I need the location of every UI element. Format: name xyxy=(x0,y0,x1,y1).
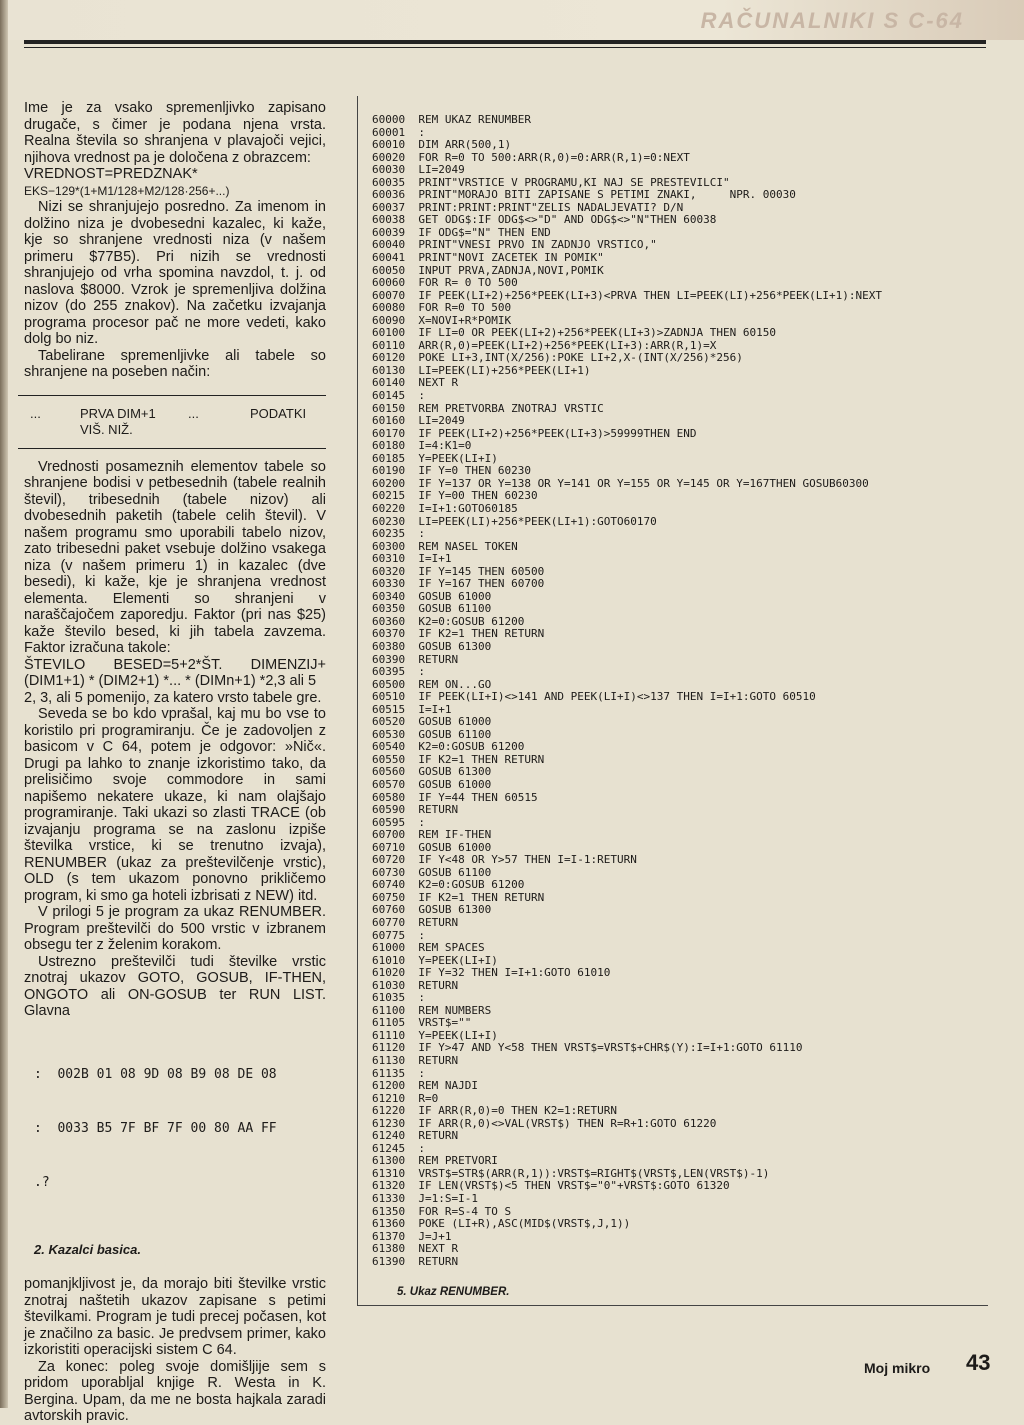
listing-line: 60230 LI=PEEK(LI)+256*PEEK(LI+1):GOTO60170 xyxy=(372,514,657,528)
listing-line: 61310 VRST$=STR$(ARR(R,1)):VRST$=RIGHT$(VRST$,LEN(VRST$)-1) xyxy=(372,1166,770,1180)
listing-line: 61200 REM NAJDI xyxy=(372,1079,478,1093)
listing-line: 60120 POKE LI+3,INT(X/256):POKE LI+2,X-(INT(X/256)*256) xyxy=(372,351,743,365)
hex-dump-line: : 002B 01 08 9D 08 B9 08 DE 08 xyxy=(34,1066,277,1082)
listing-line: 61010 Y=PEEK(LI+I) xyxy=(372,953,498,967)
listing-line: 61360 POKE (LI+R),ASC(MID$(VRST$,J,1)) xyxy=(372,1217,631,1231)
listing-line: 61100 REM NUMBERS xyxy=(372,1003,492,1017)
figure-2-caption: 2. Kazalci basica. xyxy=(34,1241,141,1257)
listing-line: 60185 Y=PEEK(LI+I) xyxy=(372,451,498,465)
table-subheader-bytes: VIŠ. NIŽ. xyxy=(80,421,133,437)
listing-line: 60310 I=I+1 xyxy=(372,552,452,566)
listing-line: 61330 J=1:S=I-1 xyxy=(372,1192,478,1206)
listing-line: 60235 : xyxy=(372,527,425,541)
header-title: RAČUNALNIKI S C-64 xyxy=(700,8,964,33)
listing-line: 61120 IF Y>47 AND Y<58 THEN VRST$=VRST$+CHR$(Y):I=I+1:GOTO 61110 xyxy=(372,1041,803,1055)
listing-line: 61300 REM PRETVORI xyxy=(372,1154,498,1168)
listing-line: 60300 REM NASEL TOKEN xyxy=(372,539,518,553)
listing-line: 60320 IF Y=145 THEN 60500 xyxy=(372,564,545,578)
listing-line: 60390 RETURN xyxy=(372,652,459,666)
hex-dump-line: : 0033 B5 7F BF 7F 00 80 AA FF xyxy=(34,1120,277,1136)
listing-line: 60515 I=I+1 xyxy=(372,702,452,716)
listing-line: 61230 IF ARR(R,0)<>VAL(VRST$) THEN R=R+1:GOTO 61220 xyxy=(372,1116,717,1130)
listing-line: 60770 RETURN xyxy=(372,916,459,929)
paragraph: Ime je za vsako spremenljivko zapisano drugače, s čimer je podana njena vrsta. Realna števila so shranjena v plavajoči vejici, njihova vrednost pa je določena z obrazcem: xyxy=(24,100,326,166)
paragraph: Ustrezno preštevilči tudi številke vrstic znotraj ukazov GOTO, GOSUB, IF-THEN, ONGOTO ali ON-GOSUB ter RUN LIST. Glavna xyxy=(24,953,326,1019)
listing-line: 60001 : xyxy=(372,125,425,139)
listing-line: 61220 IF ARR(R,0)=0 THEN K2=1:RETURN xyxy=(372,1104,618,1118)
formula-line: VREDNOST=PREDZNAK* xyxy=(24,166,198,182)
paragraph: Nizi se shranjujejo posredno. Za imenom in dolžino niza je dvobesedni kazalec, ki kaže, kje so shranjene vrednosti niza (v našem primeru $77B5). Pri nizih se vrednosti shranjujejo od vrha spomina navzdol, t. j. od naslova $8000. Vzrok je spremenljiva dolžina nizov (do 255 znakov). Na začetku izvajanja programa procesor pač ne more vedeti, kako dolg bo niz. xyxy=(24,199,326,347)
listing-line: 60130 LI=PEEK(LI)+256*PEEK(LI+1) xyxy=(372,363,591,377)
listing-line: 60730 GOSUB 61100 xyxy=(372,865,492,879)
paragraph: Seveda se bo kdo vprašal, kaj mu bo vse to koristilo pri programiranju. Če je zadovoljen z basicom v C 64, potem je odgovor: »Nič«. Drugi pa lahko to znanje izkoristimo tako, da prelisičimo svoje commodore in sami napišemo nekatere ukaze, ki nam olajšajo programiranje. Taki ukazi so zlasti TRACE (ob izvajanju programa se na zaslonu izpiše številka vrstice, ki se trenutno izvaja), RENUMBER (ukaz za preštevilčenje vrstic), OLD (s tem ukazom ponovno prikličemo program, ki smo ga hoteli izbrisati z NEW) itd. xyxy=(24,706,326,904)
table-header-data: PODATKI xyxy=(250,405,307,421)
listing-line: 61370 J=J+1 xyxy=(372,1229,452,1243)
array-layout-table xyxy=(18,395,326,449)
listing-line: 60145 : xyxy=(372,389,425,403)
listing-line: 60395 : xyxy=(372,665,425,679)
table-dots: ... xyxy=(30,405,41,421)
paragraph: Vrednosti posameznih elementov tabele so shranjene bodisi v petbesednih (tabele realnih števil), tribesednih (tabele nizov) ali dvobesednih paketih (tabele celih števil). V našem programu smo uporabili tabelo nizov, zato tribesedni paket vsebuje dolžino vsakega niza (v našem primeru 1) in kazalec (dve besedi), ki kaže, kje je shranjena vrednost elementa. Elementi so shranjeni v naraščajočem zaporedju. Faktor (pri nas $25) kaže število besed, ki jih tabela zavzema. Faktor izračuna takole: xyxy=(24,458,326,656)
paragraph: 2, 3, ali 5 pomenijo, za katero vrsto tabele gre. xyxy=(24,689,322,706)
magazine-name: Moj mikro xyxy=(864,1360,931,1376)
listing-line: 61105 VRST$="" xyxy=(372,1016,472,1030)
listing-line: 60038 GET ODG$:IF ODG$<>"D" AND ODG$<>"N"THEN 60038 xyxy=(372,213,717,227)
article-left-column xyxy=(24,100,326,1425)
listing-line: 60030 LI=2049 xyxy=(372,163,465,177)
listing-line: 60350 GOSUB 61100 xyxy=(372,602,492,616)
listing-line: 60080 FOR R=0 TO 500 xyxy=(372,301,512,315)
listing-line: 61380 NEXT R xyxy=(372,1242,459,1256)
listing-line: 60370 IF K2=1 THEN RETURN xyxy=(372,627,545,641)
listing-line: 60760 GOSUB 61300 xyxy=(372,903,492,917)
listing-line: 60070 IF PEEK(LI+2)+256*PEEK(LI+3)<PRVA THEN LI=PEEK(LI)+256*PEEK(LI+1):NEXT xyxy=(372,288,882,302)
listing-line: 60220 I=I+1:GOTO60185 xyxy=(372,501,518,515)
listing-line: 60775 : xyxy=(372,928,425,942)
listing-line: 60190 IF Y=0 THEN 60230 xyxy=(372,464,531,478)
paragraph: pomanjkljivost je, da morajo biti številke vrstic znotraj naštetih ukazov zapisane s petimi številkami. Program je tudi precej počasen, kot je značilno za basic. Je predvsem primer, kako izkoristiti operacijski sistem C 64. xyxy=(24,1276,326,1358)
listing-line: 61035 : xyxy=(372,991,425,1005)
paragraph: Za konec: poleg svoje domišljije sem s pridom uporabljal knjige R. Westa in K. Bergina. Upam, da me ne bosta hajkala zaradi avtorskih pravic. xyxy=(24,1358,326,1424)
listing-line: 60036 PRINT"MORAJO BITI ZAPISANE S PETIMI ZNAKI, NPR. 00030 xyxy=(372,188,796,202)
paragraph: V prilogi 5 je program za ukaz RENUMBER. Program preštevilči do 500 vrstic v izbranem obsegu ter z želenim korakom. xyxy=(24,904,326,953)
formula-line: EKS−129*(1+M1/128+M2/128·256+...) xyxy=(24,183,230,198)
listing-line: 60000 REM UKAZ RENUMBER xyxy=(372,113,531,126)
listing-line: 61110 Y=PEEK(LI+I) xyxy=(372,1028,498,1042)
listing-line: 60330 IF Y=167 THEN 60700 xyxy=(372,577,545,591)
listing-line: 60530 GOSUB 61100 xyxy=(372,727,492,741)
listing-line: 60037 PRINT:PRINT:PRINT"ZELIS NADALJEVATI? D/N xyxy=(372,200,684,214)
header-band xyxy=(8,0,1024,40)
listing-line: 61320 IF LEN(VRST$)<5 THEN VRST$="0"+VRST$:GOTO 61320 xyxy=(372,1179,730,1193)
listing-line: 60140 NEXT R xyxy=(372,376,459,390)
hex-dump xyxy=(34,1030,326,1228)
listing-line: 60039 IF ODG$="N" THEN END xyxy=(372,225,551,239)
paragraph: Tabelirane spremenljivke ali tabele so shranjene na poseben način: xyxy=(24,347,326,380)
listing-line: 61020 IF Y=32 THEN I=I+1:GOTO 61010 xyxy=(372,966,611,980)
listing-line: 60060 FOR R= 0 TO 500 xyxy=(372,276,518,290)
listing-line: 60020 FOR R=0 TO 500:ARR(R,0)=0:ARR(R,1)=0:NEXT xyxy=(372,150,690,164)
listing-line: 60100 IF LI=0 OR PEEK(LI+2)+256*PEEK(LI+3)>ZADNJA THEN 60150 xyxy=(372,326,776,340)
listing-line: 61210 R=0 xyxy=(372,1091,439,1105)
listing-line: 60035 PRINT"VRSTICE V PROGRAMU,KI NAJ SE PRESTEVILCI" xyxy=(372,175,730,189)
listing-line: 60540 K2=0:GOSUB 61200 xyxy=(372,740,525,754)
listing-line: 60720 IF Y<48 OR Y>57 THEN I=I-1:RETURN xyxy=(372,853,637,867)
listing-line: 60750 IF K2=1 THEN RETURN xyxy=(372,890,545,904)
listing-line: 60560 GOSUB 61300 xyxy=(372,765,492,779)
listing-line: 60200 IF Y=137 OR Y=138 OR Y=141 OR Y=155 OR Y=145 OR Y=167THEN GOSUB60300 xyxy=(372,476,869,490)
listing-line: 60580 IF Y=44 THEN 60515 xyxy=(372,790,538,804)
listing-line: 60340 GOSUB 61000 xyxy=(372,589,492,603)
basic-listing xyxy=(372,114,982,1268)
table-header-first-dim: PRVA DIM+1 xyxy=(80,405,156,421)
listing-line: 60710 GOSUB 61000 xyxy=(372,840,492,854)
hex-dump-line: .? xyxy=(34,1174,50,1190)
listing-line: 60520 GOSUB 61000 xyxy=(372,715,492,729)
listing-line: 60595 : xyxy=(372,815,425,829)
listing-line: 60150 REM PRETVORBA ZNOTRAJ VRSTIC xyxy=(372,401,604,415)
listing-line: 60590 RETURN xyxy=(372,803,459,817)
listing-line: 60050 INPUT PRVA,ZADNJA,NOVI,POMIK xyxy=(372,263,604,277)
listing-line: 60360 K2=0:GOSUB 61200 xyxy=(372,614,525,628)
listing-line: 60570 GOSUB 61000 xyxy=(372,777,492,791)
listing-line: 60180 I=4:K1=0 xyxy=(372,439,472,453)
listing-line: 60500 REM ON...GO xyxy=(372,677,492,691)
listing-line: 61000 REM SPACES xyxy=(372,941,485,955)
table-dots: ... xyxy=(188,405,199,421)
listing-line: 60380 GOSUB 61300 xyxy=(372,639,492,653)
listing-line: 60510 IF PEEK(LI+I)<>141 AND PEEK(LI+I)<>137 THEN I=I+1:GOTO 60510 xyxy=(372,690,816,704)
header-rule-thick xyxy=(24,40,986,44)
listing-line: 60110 ARR(R,0)=PEEK(LI+2)+256*PEEK(LI+3):ARR(R,1)=X xyxy=(372,338,717,352)
listing-line: 60550 IF K2=1 THEN RETURN xyxy=(372,752,545,766)
listing-line: 60170 IF PEEK(LI+2)+256*PEEK(LI+3)>59999THEN END xyxy=(372,426,697,440)
listing-line: 61130 RETURN xyxy=(372,1054,459,1068)
listing-line: 61350 FOR R=S-4 TO S xyxy=(372,1204,512,1218)
listing-line: 60041 PRINT"NOVI ZACETEK IN POMIK" xyxy=(372,251,604,265)
header-rule-thin xyxy=(24,47,986,48)
listing-line: 60010 DIM ARR(500,1) xyxy=(372,138,512,152)
listing-line: 61245 : xyxy=(372,1141,425,1155)
listing-caption: 5. Ukaz RENUMBER. xyxy=(397,1286,510,1298)
listing-line: 61390 RETURN xyxy=(372,1254,459,1268)
listing-line: 60040 PRINT"VNESI PRVO IN ZADNJO VRSTICO," xyxy=(372,238,657,252)
listing-line: 61240 RETURN xyxy=(372,1129,459,1143)
formula-line: ŠTEVILO BESED=5+2*ŠT. DIMENZIJ+(DIM1+1) * (DIM2+1) *... * (DIMn+1) *2,3 ali 5 xyxy=(24,656,326,689)
listing-line: 60700 REM IF-THEN xyxy=(372,828,492,842)
listing-line: 61030 RETURN xyxy=(372,978,459,992)
listing-line: 60160 LI=2049 xyxy=(372,414,465,428)
page-number: 43 xyxy=(966,1350,991,1375)
listing-line: 60215 IF Y=00 THEN 60230 xyxy=(372,489,538,503)
page-binding-edge xyxy=(0,0,8,1408)
listing-line: 61135 : xyxy=(372,1066,425,1080)
listing-line: 60740 K2=0:GOSUB 61200 xyxy=(372,878,525,892)
listing-line: 60090 X=NOVI+R*POMIK xyxy=(372,313,512,327)
